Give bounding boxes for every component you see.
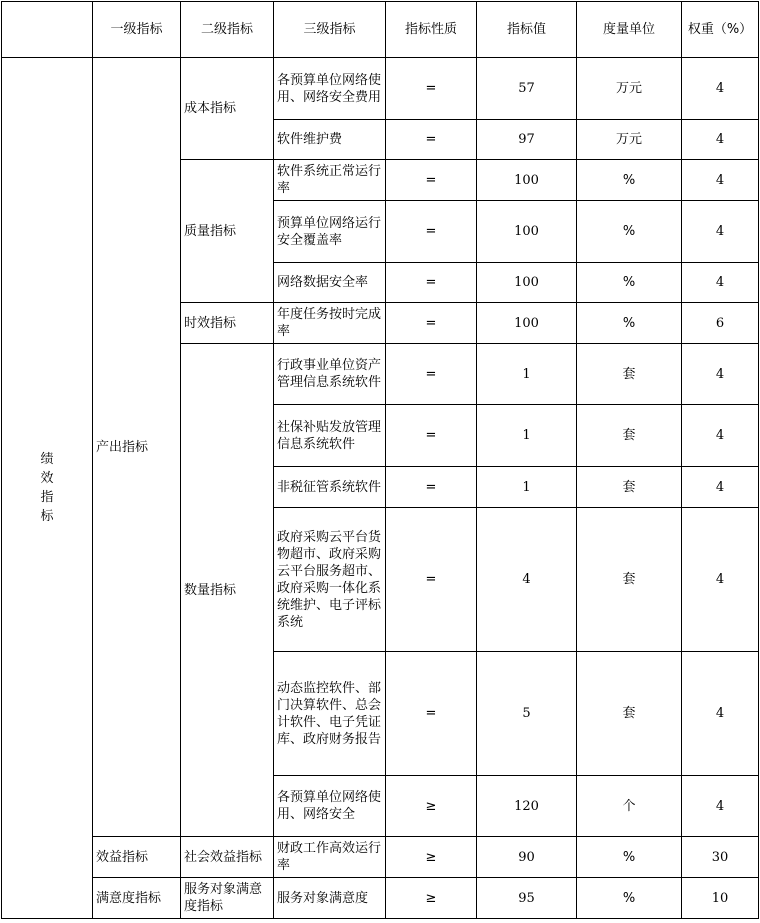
- nature-cell: =: [386, 405, 477, 467]
- header-level2: 二级指标: [181, 2, 274, 58]
- nature-cell: =: [386, 263, 477, 303]
- weight-cell: 4: [682, 160, 759, 201]
- value-cell: 100: [477, 263, 577, 303]
- weight-cell: 4: [682, 776, 759, 837]
- header-level1: 一级指标: [93, 2, 181, 58]
- unit-cell: 套: [577, 652, 682, 776]
- weight-cell: 4: [682, 652, 759, 776]
- header-row: [2, 2, 759, 58]
- unit-cell: %: [577, 837, 682, 878]
- value-cell: 100: [477, 201, 577, 263]
- level3-cell: 网络数据安全率: [274, 263, 386, 303]
- nature-cell: =: [386, 303, 477, 344]
- nature-cell: =: [386, 652, 477, 776]
- level3-cell: 预算单位网络运行安全覆盖率: [274, 201, 386, 263]
- value-cell: 100: [477, 160, 577, 201]
- performance-indicator-table: [1, 1, 759, 919]
- weight-cell: 6: [682, 303, 759, 344]
- header-unit: 度量单位: [577, 2, 682, 58]
- nature-cell: =: [386, 508, 477, 652]
- weight-cell: 4: [682, 58, 759, 120]
- nature-cell: =: [386, 467, 477, 508]
- level2-quantity: 数量指标: [181, 344, 274, 837]
- unit-cell: %: [577, 263, 682, 303]
- unit-cell: 套: [577, 344, 682, 405]
- value-cell: 4: [477, 508, 577, 652]
- level3-cell: 软件维护费: [274, 120, 386, 160]
- level2-cost: 成本指标: [181, 58, 274, 160]
- level3-cell: 行政事业单位资产管理信息系统软件: [274, 344, 386, 405]
- level3-cell: 软件系统正常运行率: [274, 160, 386, 201]
- value-cell: 120: [477, 776, 577, 837]
- unit-cell: %: [577, 878, 682, 919]
- header-value: 指标值: [477, 2, 577, 58]
- weight-cell: 4: [682, 344, 759, 405]
- value-cell: 97: [477, 120, 577, 160]
- level3-cell: 动态监控软件、部门决算软件、总会计软件、电子凭证库、政府财务报告: [274, 652, 386, 776]
- table-row: [2, 878, 759, 919]
- table-row: [2, 837, 759, 878]
- nature-cell: ≥: [386, 776, 477, 837]
- level3-cell: 各预算单位网络使用、网络安全: [274, 776, 386, 837]
- level3-cell: 年度任务按时完成率: [274, 303, 386, 344]
- weight-cell: 4: [682, 263, 759, 303]
- level3-cell: 各预算单位网络使用、网络安全费用: [274, 58, 386, 120]
- nature-cell: =: [386, 160, 477, 201]
- header-level3: 三级指标: [274, 2, 386, 58]
- value-cell: 95: [477, 878, 577, 919]
- nature-cell: =: [386, 344, 477, 405]
- unit-cell: 万元: [577, 120, 682, 160]
- level1-output: 产出指标: [93, 58, 181, 837]
- level1-benefit: 效益指标: [93, 837, 181, 878]
- unit-cell: 套: [577, 467, 682, 508]
- level2-service: 服务对象满意度指标: [181, 878, 274, 919]
- header-blank: [2, 2, 93, 58]
- value-cell: 90: [477, 837, 577, 878]
- value-cell: 1: [477, 405, 577, 467]
- nature-cell: ≥: [386, 878, 477, 919]
- weight-cell: 10: [682, 878, 759, 919]
- table-row: [2, 58, 759, 120]
- unit-cell: 套: [577, 508, 682, 652]
- level1-satisfaction: 满意度指标: [93, 878, 181, 919]
- level2-timeliness: 时效指标: [181, 303, 274, 344]
- nature-cell: ≥: [386, 837, 477, 878]
- level2-quality: 质量指标: [181, 160, 274, 303]
- unit-cell: 万元: [577, 58, 682, 120]
- unit-cell: 个: [577, 776, 682, 837]
- level3-cell: 非税征管系统软件: [274, 467, 386, 508]
- header-weight: 权重（%）: [682, 2, 759, 58]
- value-cell: 1: [477, 467, 577, 508]
- performance-indicator-label: 绩 效 指 标: [2, 58, 93, 919]
- level3-cell: 社保补贴发放管理信息系统软件: [274, 405, 386, 467]
- weight-cell: 4: [682, 467, 759, 508]
- nature-cell: =: [386, 120, 477, 160]
- unit-cell: %: [577, 160, 682, 201]
- header-nature: 指标性质: [386, 2, 477, 58]
- level3-cell: 财政工作高效运行率: [274, 837, 386, 878]
- value-cell: 57: [477, 58, 577, 120]
- level3-cell: 服务对象满意度: [274, 878, 386, 919]
- unit-cell: 套: [577, 405, 682, 467]
- level2-social: 社会效益指标: [181, 837, 274, 878]
- nature-cell: =: [386, 201, 477, 263]
- weight-cell: 4: [682, 405, 759, 467]
- unit-cell: %: [577, 303, 682, 344]
- unit-cell: %: [577, 201, 682, 263]
- value-cell: 1: [477, 344, 577, 405]
- weight-cell: 4: [682, 508, 759, 652]
- weight-cell: 4: [682, 120, 759, 160]
- level3-cell: 政府采购云平台货物超市、政府采购云平台服务超市、政府采购一体化系统维护、电子评标系统: [274, 508, 386, 652]
- value-cell: 5: [477, 652, 577, 776]
- nature-cell: =: [386, 58, 477, 120]
- value-cell: 100: [477, 303, 577, 344]
- weight-cell: 30: [682, 837, 759, 878]
- weight-cell: 4: [682, 201, 759, 263]
